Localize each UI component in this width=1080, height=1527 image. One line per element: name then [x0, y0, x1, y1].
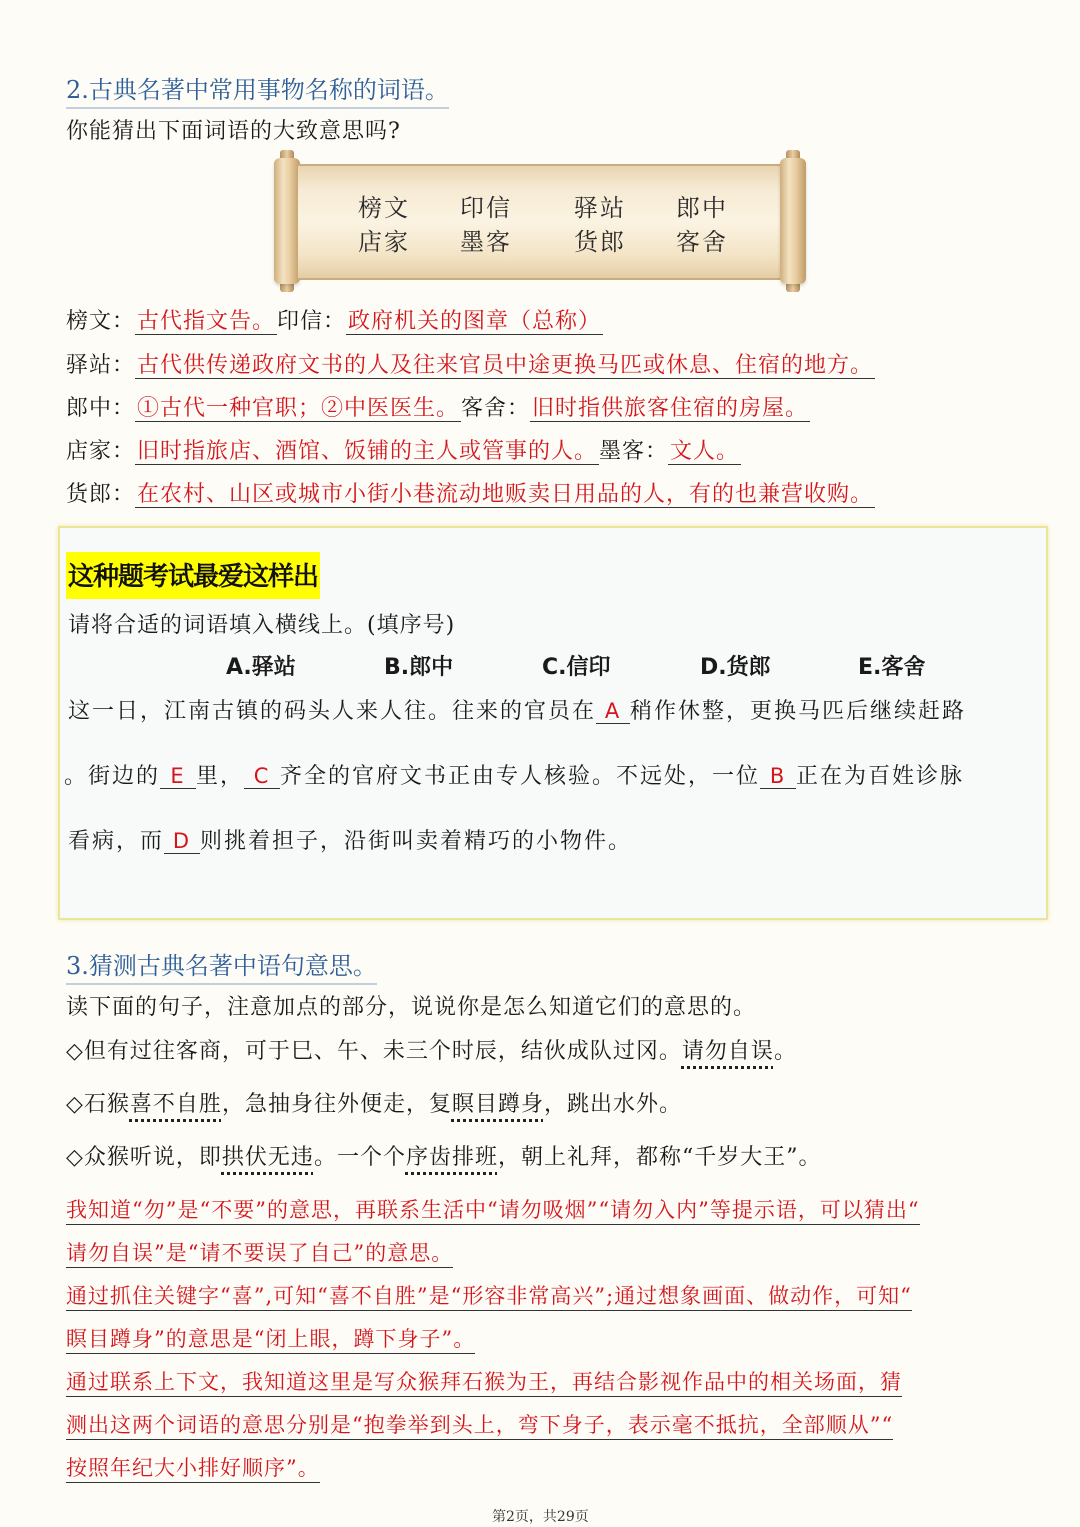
dotted-phrase: 喜不自胜: [129, 1092, 222, 1117]
exam-paragraph-line: [68, 824, 632, 855]
answer-line: 通过抓住关键字“喜”,可知“喜不自胜”是“形容非常高兴”;通过想象画面、做动作，可知“: [66, 1280, 912, 1311]
scroll-word: 驿站: [574, 194, 626, 222]
term-label: 店家：: [66, 439, 136, 464]
fill-blank: C: [244, 764, 280, 789]
sentence-text: 。: [773, 1039, 797, 1064]
option-d: D.货郎: [700, 655, 771, 680]
option-b: B.郎中: [384, 655, 454, 680]
para-text: 齐全的官府文书正由专人核验。不远处，一位: [280, 764, 761, 789]
fill-blank: A: [596, 699, 630, 724]
para-text: 稍作休整，更换马匹后继续赶路: [630, 699, 967, 724]
para-text: 里，: [196, 764, 245, 789]
term-answer: 在农村、山区或城市小街小巷流动地贩卖日用品的人，有的也兼营收购。: [137, 482, 874, 507]
exam-box-title: 这种题考试最爱这样出: [66, 552, 320, 599]
example-sentence: [66, 1087, 682, 1118]
exam-instruction: 请将合适的词语填入横线上。(填序号): [68, 613, 456, 638]
scroll-word: 客舍: [676, 228, 728, 256]
sentence-text: ◇但有过往客商，可于巳、午、未三个时辰，结伙成队过冈。: [66, 1039, 682, 1064]
option-a: A.驿站: [226, 655, 296, 680]
answer-line: 通过联系上下文，我知道这里是写众猴拜石猴为王，再结合影视作品中的相关场面，猜: [66, 1366, 902, 1397]
term-answer: 古代供传递政府文书的人及往来官员中途更换马匹或休息、住宿的地方。: [137, 353, 874, 378]
para-text: 正在为百姓诊脉: [796, 764, 965, 789]
term-answer: ①古代一种官职；②中医医生。: [137, 396, 460, 421]
fill-blank: B: [760, 764, 796, 789]
definition-line: [66, 477, 875, 508]
fill-blank: E: [160, 764, 196, 789]
scroll-word: 榜文: [358, 194, 410, 222]
scroll-left-roller: [274, 158, 300, 284]
dotted-phrase: 拱伏无违: [221, 1145, 314, 1170]
term-label: 榜文：: [66, 309, 136, 334]
sentence-text: ，急抽身往外便走，复: [221, 1092, 452, 1117]
exam-practice-box: [58, 526, 1048, 920]
sentence-text: ◇众猴听说，即: [66, 1145, 222, 1170]
term-label: 驿站：: [66, 353, 136, 378]
example-sentence: [66, 1140, 821, 1171]
example-sentence: [66, 1034, 797, 1065]
scroll-word: 店家: [358, 228, 410, 256]
para-text: 则挑着担子，沿街叫卖着精巧的小物件。: [200, 829, 633, 854]
answer-line: 请勿自误”是“请不要误了自己”的意思。: [66, 1237, 453, 1268]
definition-line: [66, 434, 741, 465]
term-label: 郎中：: [66, 396, 136, 421]
scroll-banner: [272, 150, 808, 292]
sentence-text: 。一个个: [313, 1145, 406, 1170]
option-c: C.信印: [542, 655, 611, 680]
section-2-prompt: 你能猜出下面词语的大致意思吗?: [66, 119, 401, 144]
dotted-phrase: 序齿排班: [405, 1145, 498, 1170]
sentence-text: ，跳出水外。: [543, 1092, 682, 1117]
exam-paragraph-line: [68, 694, 966, 725]
term-label: 墨客：: [599, 439, 669, 464]
term-label: 货郎：: [66, 482, 136, 507]
term-answer: 政府机关的图章（总称）: [348, 309, 602, 334]
scroll-word: 印信: [460, 194, 512, 222]
dotted-phrase: 瞑目蹲身: [451, 1092, 544, 1117]
dotted-phrase: [682, 1039, 774, 1064]
answer-line: 测出这两个词语的意思分别是“抱拳举到头上，弯下身子，表示毫不抵抗，全部顺从”“: [66, 1409, 893, 1440]
section-2-title: 2.古典名著中常用事物名称的词语。: [66, 70, 449, 109]
scroll-word: 墨客: [460, 228, 512, 256]
definition-line: [66, 391, 810, 422]
term-answer: 文人。: [670, 439, 740, 464]
answer-line: 我知道“勿”是“不要”的意思，再联系生活中“请勿吸烟”“请勿入内”等提示语，可以猜出“: [66, 1194, 920, 1225]
dotted-text: 请勿自误: [681, 1039, 774, 1064]
para-text: 看病，而: [68, 829, 165, 854]
scroll-word: 郎中: [676, 194, 728, 222]
option-e: E.客舍: [858, 655, 926, 680]
term-label: 印信：: [277, 309, 347, 334]
definition-line: [66, 348, 875, 379]
term-answer: 旧时指供旅客住宿的房屋。: [532, 396, 809, 421]
definition-line: [66, 304, 603, 335]
term-answer: 古代指文告。: [137, 309, 276, 334]
page-footer: 第2页，共29页: [492, 1509, 589, 1525]
para-text: 。街边的: [64, 764, 161, 789]
term-answer: 旧时指旅店、酒馆、饭铺的主人或管事的人。: [137, 439, 598, 464]
section-3-prompt: 读下面的句子，注意加点的部分，说说你是怎么知道它们的意思的。: [66, 995, 757, 1020]
answer-line: 瞑目蹲身”的意思是“闭上眼，蹲下身子”。: [66, 1323, 475, 1354]
exam-paragraph-line: [64, 759, 964, 790]
fill-blank: D: [164, 829, 200, 854]
para-text: 这一日，江南古镇的码头人来人往。往来的官员在: [68, 699, 597, 724]
scroll-right-roller: [780, 158, 806, 284]
section-3-title: 3.猜测古典名著中语句意思。: [66, 946, 377, 985]
answer-line: 按照年纪大小排好顺序”。: [66, 1452, 320, 1483]
scroll-word: 货郎: [574, 228, 626, 256]
sentence-text: ◇石猴: [66, 1092, 130, 1117]
term-label: 客舍：: [461, 396, 531, 421]
sentence-text: ，朝上礼拜，都称“千岁大王”。: [497, 1145, 822, 1170]
